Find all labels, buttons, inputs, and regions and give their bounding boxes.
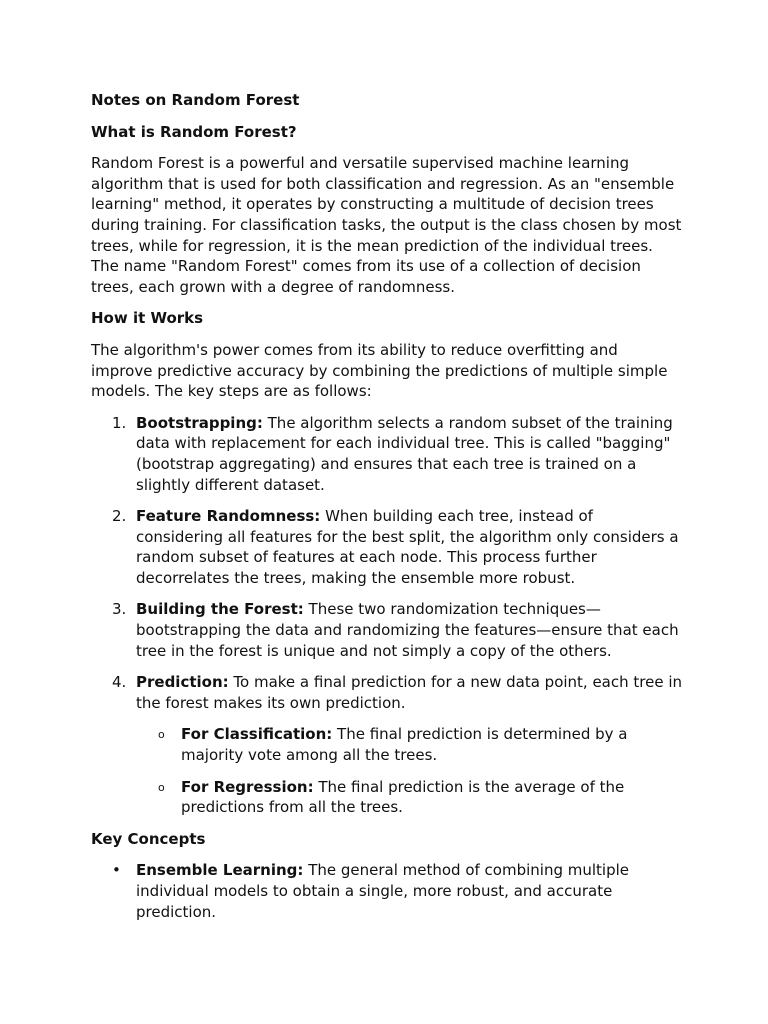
step-label: Feature Randomness: xyxy=(136,507,321,526)
step-item xyxy=(91,599,683,661)
sub-label: For Regression: xyxy=(181,777,314,796)
document-page xyxy=(91,90,683,933)
step-text: The algorithm selects a random subset of the training data with replacement for each individual tree. This is called "bagging" (bootstrap aggregating) and ensures that each tree is trained on a slightly different dataset. xyxy=(136,413,673,494)
step-text: To make a final prediction for a new data point, each tree in the forest makes its own prediction. xyxy=(136,673,683,712)
sub-text: The final prediction is the average of the predictions from all the trees. xyxy=(181,777,625,817)
step-number: 2. xyxy=(112,507,127,526)
step-text: These two randomization techniques—bootstrapping the data and randomizing the features—ensure that each tree in the forest is unique and not simply a copy of the others. xyxy=(136,600,679,660)
circle-bullet-icon: o xyxy=(158,728,165,742)
step-item xyxy=(91,506,683,588)
concepts-list xyxy=(91,860,683,922)
sub-item xyxy=(136,777,683,818)
prediction-sublist xyxy=(136,724,683,817)
sub-text: The final prediction is determined by a majority vote among all the trees. xyxy=(181,725,628,765)
step-text: When building each tree, instead of considering all features for the best split, the algorithm only considers a random subset of features at each node. This process further decorrelates the trees, making the ensemble more robust. xyxy=(136,507,679,587)
step-number: 3. xyxy=(112,600,127,619)
what-paragraph: Random Forest is a powerful and versatile supervised machine learning algorithm that is used for both classification and regression. As an "ensemble learning" method, it operates by constructing a multitude of decision trees during training. For classification tasks, the output is the class chosen by most trees, while for regression, it is the mean prediction of the individual trees. The name "Random Forest" comes from its use of a collection of decision trees, each grown with a degree of randomness. xyxy=(91,154,682,296)
what-heading: What is Random Forest? xyxy=(91,122,297,141)
steps-list xyxy=(91,413,683,818)
concept-label: Ensemble Learning: xyxy=(136,861,304,880)
concept-item xyxy=(91,860,683,922)
how-heading: How it Works xyxy=(91,309,204,328)
step-label: Bootstrapping: xyxy=(136,413,263,432)
sub-item xyxy=(136,724,683,765)
step-item xyxy=(91,413,683,495)
step-label: Building the Forest: xyxy=(136,600,304,619)
how-paragraph: The algorithm's power comes from its ability to reduce overfitting and improve predictive accuracy by combining the predictions of multiple simple models. The key steps are as follows: xyxy=(91,340,668,401)
step-item xyxy=(91,672,683,818)
concepts-heading: Key Concepts xyxy=(91,829,206,848)
step-label: Prediction: xyxy=(136,673,229,692)
sub-label: For Classification: xyxy=(181,725,333,744)
step-number: 4. xyxy=(112,673,127,692)
circle-bullet-icon: o xyxy=(158,780,165,794)
concept-text: The general method of combining multiple individual models to obtain a single, more robust, and accurate prediction. xyxy=(136,861,630,921)
bullet-icon: • xyxy=(112,861,121,880)
document-title: Notes on Random Forest xyxy=(91,91,300,109)
step-number: 1. xyxy=(112,413,127,432)
